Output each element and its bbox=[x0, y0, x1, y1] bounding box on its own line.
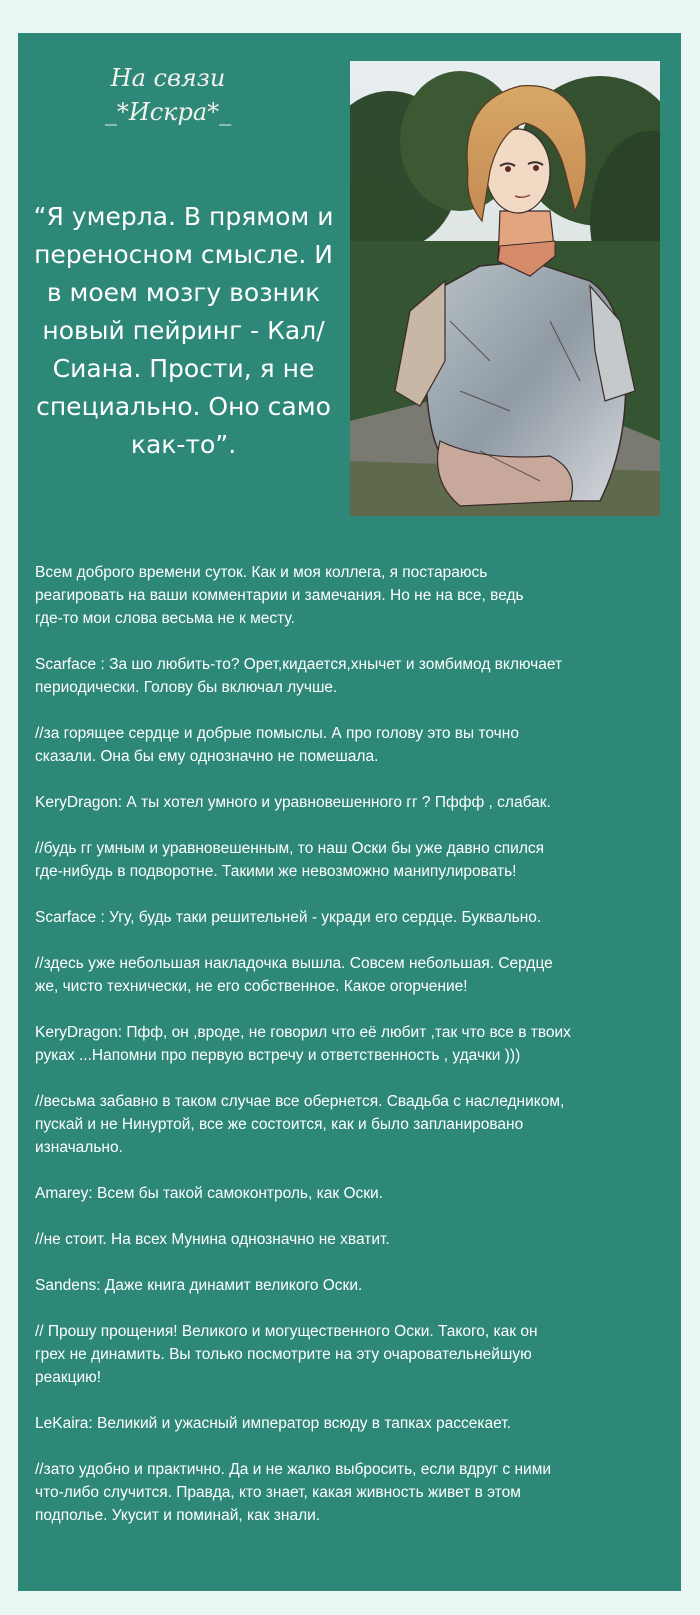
comment-item: Scarface : За шо любить-то? Орет,кидается,хнычет и зомбимод включает периодически. Голову бы включал лучше. bbox=[35, 656, 563, 696]
quote-text: “Я умерла. В прямом и переносном смысле. И в моем мозгу возник новый пейринг - Кал/Сиана. Прости, я не специально. Оно само как-то”. bbox=[33, 202, 334, 459]
comment-item: KeryDragon: А ты хотел умного и уравновешенного гг ? Пффф , слабак. bbox=[35, 794, 551, 811]
comment-item: //за горящее сердце и добрые помыслы. А про голову это вы точно сказали. Она бы ему однозначно не помешала. bbox=[35, 725, 519, 765]
comment-item: //здесь уже небольшая накладочка вышла. Совсем небольшая. Сердце же, чисто технически, не его собственное. Какое огорчение! bbox=[35, 955, 553, 995]
comment-item: Amarey: Всем бы такой самоконтроль, как Оски. bbox=[35, 1185, 383, 1202]
comment-item: // Прошу прощения! Великого и могущественного Оски. Такого, как он грех не динамить. Вы только посмотрите на эту очаровательнейшую реакцию! bbox=[35, 1323, 538, 1386]
comment-item: //зато удобно и практично. Да и не жалко выбросить, если вдруг с ними что-либо случится. Правда, кто знает, какая живность живет в этом подполье. Укусит и поминай, как знали. bbox=[35, 1461, 552, 1524]
post-card bbox=[18, 33, 681, 1591]
comment-item: //весьма забавно в таком случае все обернется. Свадьба с наследником, пускай и не Нинуртой, все же состоится, как и было запланировано изначально. bbox=[35, 1093, 565, 1156]
comment-item: Scarface : Угу, будь таки решительней - укради его сердце. Буквально. bbox=[35, 909, 542, 926]
portrait-illustration bbox=[350, 61, 660, 516]
comment-item: //будь гг умным и уравновешенным, то наш Оски бы уже давно спился где-нибудь в подворотне. Такими же невозможно манипулировать! bbox=[35, 840, 545, 880]
comment-item: Sandens: Даже книга динамит великого Оски. bbox=[35, 1277, 363, 1294]
comments-list bbox=[35, 561, 675, 1550]
comment-item: Всем доброго времени суток. Как и моя коллега, я постараюсь реагировать на ваши комментарии и замечания. Но не на все, ведь где-то мои слова весьма не к месту. bbox=[35, 564, 524, 627]
comment-item: KeryDragon: Пфф, он ,вроде, не говорил что её любит ,так что все в твоих руках ...Напомни про первую встречу и ответственность , удачки ))) bbox=[35, 1024, 571, 1064]
portrait-drawing bbox=[350, 61, 660, 516]
header-line-1: На связи bbox=[110, 64, 226, 92]
header-title bbox=[88, 61, 248, 129]
comment-item: //не стоит. На всех Мунина однозначно не хватит. bbox=[35, 1231, 390, 1248]
header-line-2: _*Искра*_ bbox=[104, 98, 232, 126]
comment-item: LeKaira: Великий и ужасный император всюду в тапках рассекает. bbox=[35, 1415, 511, 1432]
